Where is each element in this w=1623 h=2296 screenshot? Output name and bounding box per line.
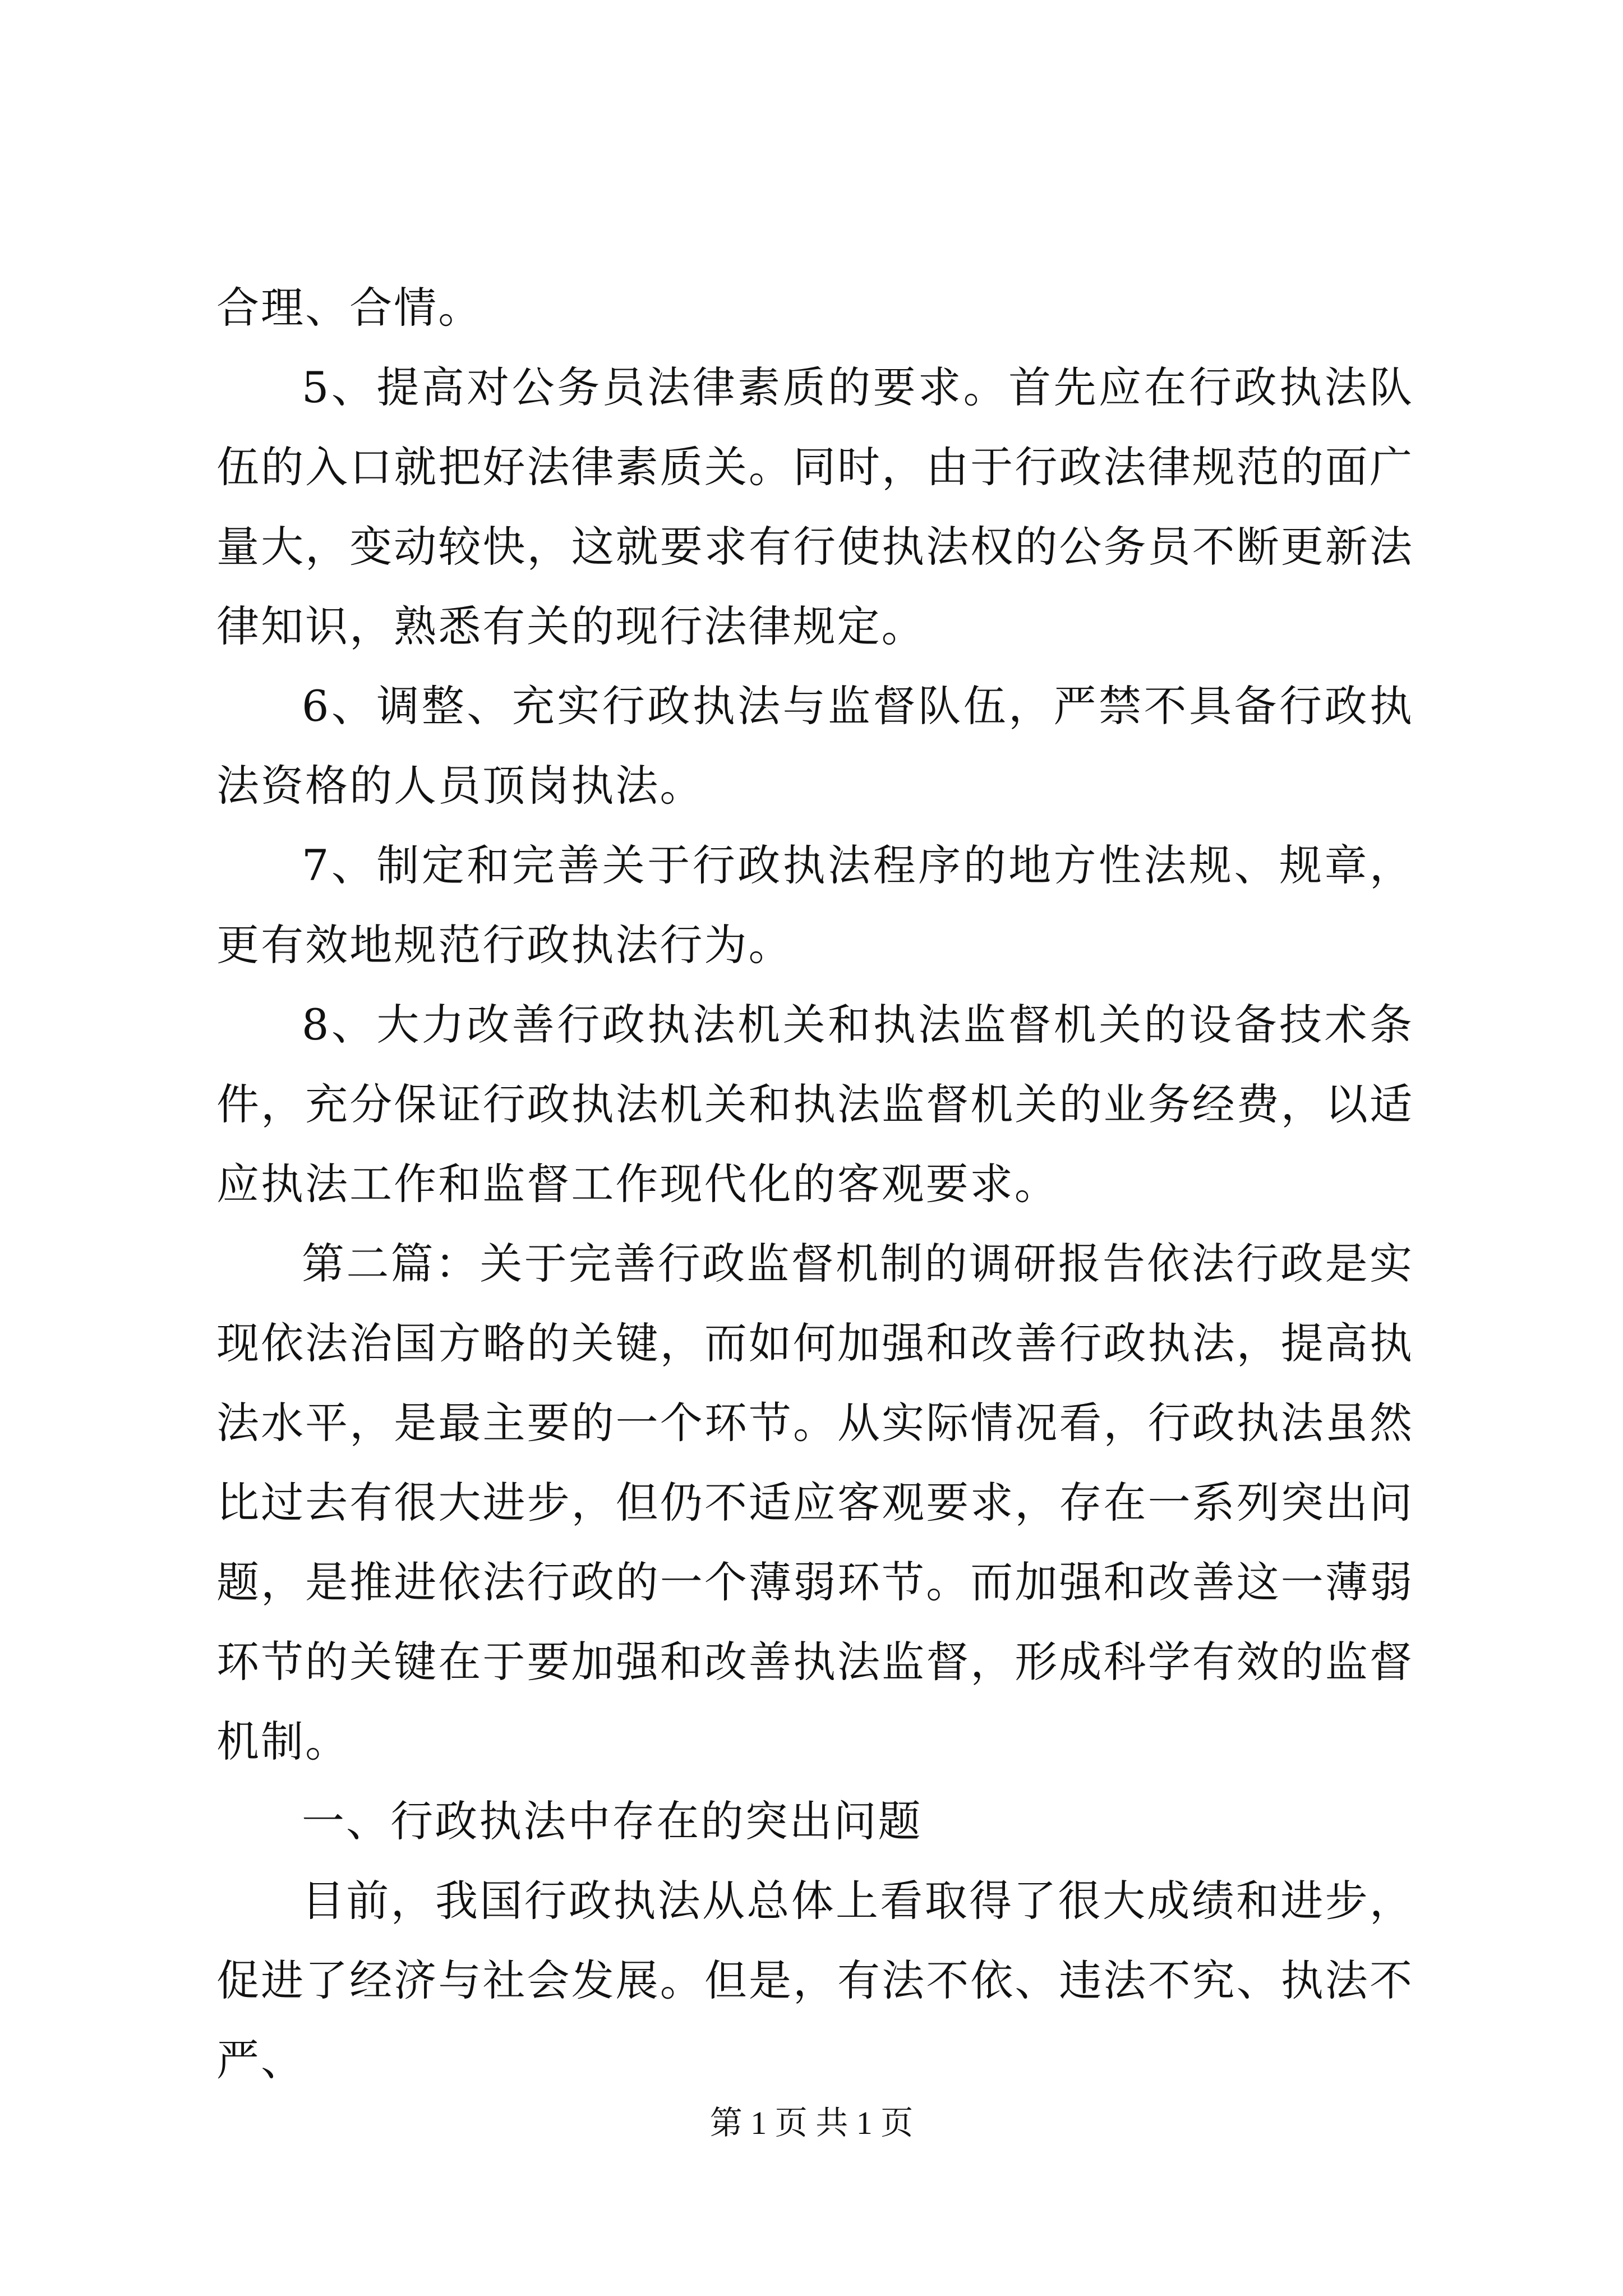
section-heading: 一、行政执法中存在的突出问题 bbox=[302, 1796, 923, 1846]
paragraph-4: 7、制定和完善关于行政执法程序的地方性法规、规章，更有效地规范行政执法行为。 bbox=[216, 840, 1414, 970]
paragraph-1: 合理、合情。 bbox=[216, 283, 483, 333]
paragraph-8: 目前，我国行政执法从总体上看取得了很大成绩和进步，促进了经济与社会发展。但是，有法不依、违法不究、执法不严、 bbox=[216, 1876, 1414, 2085]
paragraph-6: 第二篇：关于完善行政监督机制的调研报告依法行政是实现依法治国方略的关键，而如何加强和改善行政执法，提高执法水平，是最主要的一个环节。从实际情况看，行政执法虽然比过去有很大进步，但仍不适应客观要求，存在一系列突出问题，是推进依法行政的一个薄弱环节。而加强和改善这一薄弱环节的关键在于要加强和改善执法监督，形成科学有效的监督机制。 bbox=[216, 1239, 1414, 1766]
paragraph-2: 5、提高对公务员法律素质的要求。首先应在行政执法队伍的入口就把好法律素质关。同时，由于行政法律规范的面广量大，变动较快，这就要求有行使执法权的公务员不断更新法律知识，熟悉有关的现行法律规定。 bbox=[216, 362, 1414, 651]
paragraph-5: 8、大力改善行政执法机关和执法监督机关的设备技术条件，充分保证行政执法机关和执法监督机关的业务经费，以适应执法工作和监督工作现代化的客观要求。 bbox=[216, 1000, 1414, 1209]
page-footer: 第 1 页 共 1 页 bbox=[709, 2105, 914, 2141]
document-body bbox=[216, 268, 1414, 2100]
paragraph-3: 6、调整、充实行政执法与监督队伍，严禁不具备行政执法资格的人员顶岗执法。 bbox=[216, 681, 1414, 811]
